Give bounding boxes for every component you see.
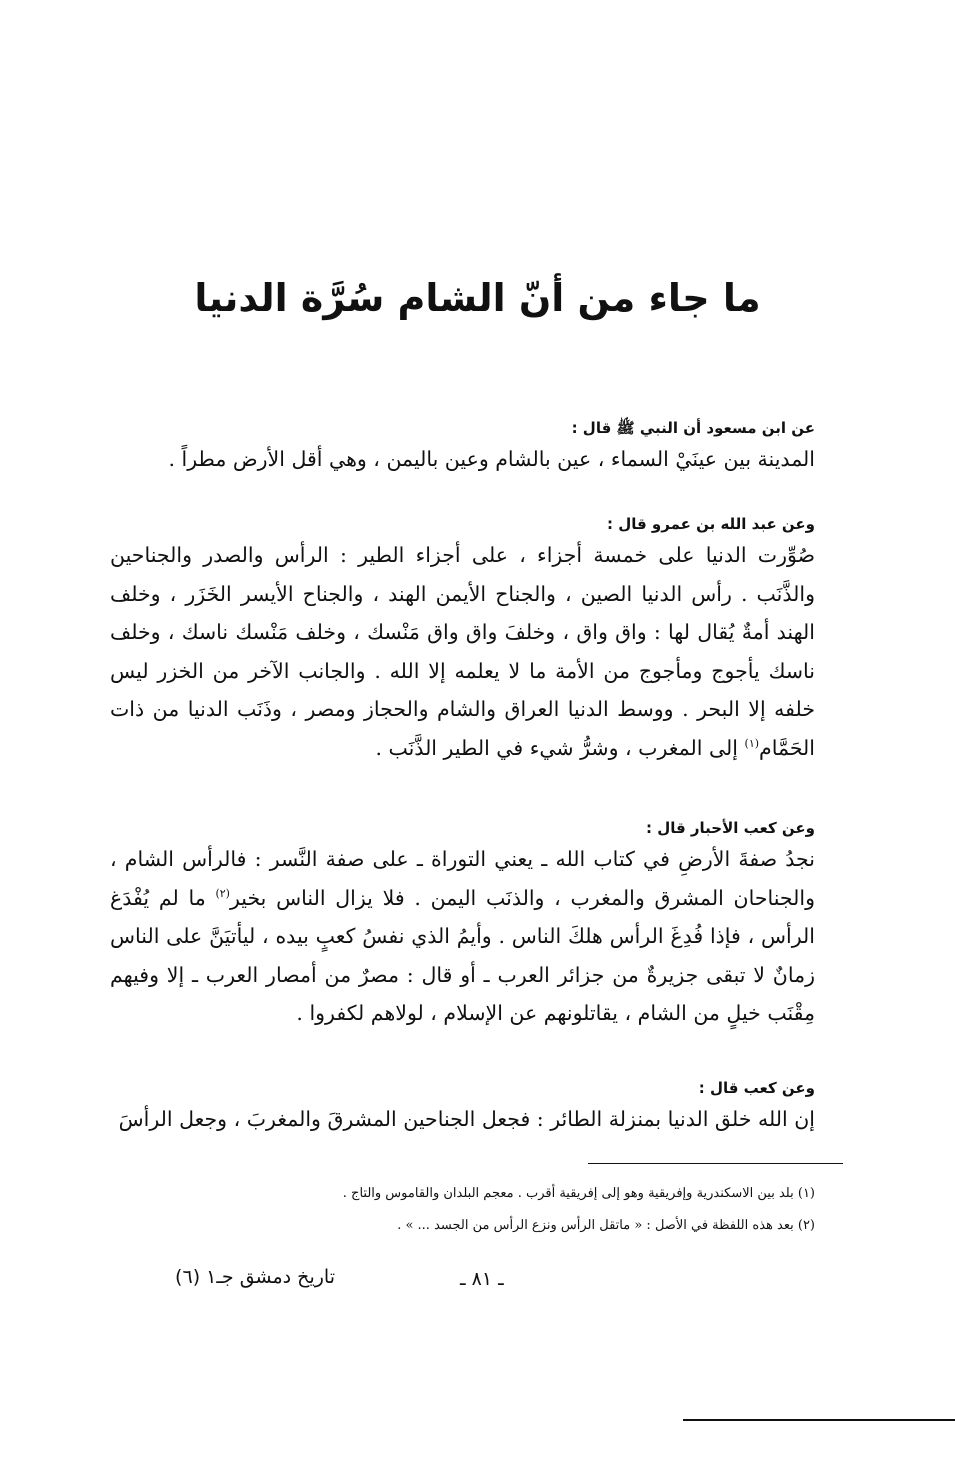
section-intro: وعن كعب الأحبار قال : <box>645 819 815 837</box>
page-number: ـ ٨١ ـ <box>460 1268 504 1290</box>
footnote-ref-2[interactable]: (٢) <box>215 886 230 900</box>
text-part: نجدُ صفةَ الأرضِ في كتاب الله ـ يعني التوراة ـ على صفة النَّسر : فالرأس الشام ، والجناحان المشرق والمغرب ، والذنَب اليمن . فلا يزال الناس بخير <box>110 847 816 910</box>
footnote-ref-1[interactable]: (١) <box>744 736 760 750</box>
footnote-divider <box>588 1163 843 1164</box>
section-text <box>110 840 815 1033</box>
section-intro: وعن عبد الله بن عمرو قال : <box>607 515 815 533</box>
section-ibn-masud <box>110 416 815 479</box>
chapter-title: ما جاء من أنّ الشام سُرَّة الدنيا <box>194 276 761 320</box>
section-intro: عن ابن مسعود أن النبي ﷺ قال : <box>571 419 815 437</box>
text-part: إلى المغرب ، وشرُّ شيء في الطير الذَّنَب . <box>375 735 745 760</box>
text-part: صُوِّرت الدنيا على خمسة أجزاء ، على أجزاء الطير : الرأس والصدر والجناحين والذَّنَب . رأس الدنيا الصين ، والجناح الأيمن الهند ، والجناح الأيسر الخَزَر ، وخلف الهند أمةٌ يُقال لها : واق واق ، وخلفَ واق واق مَنْسك ، وخلف مَنْسك ناسك ، وخلف ناسك يأجوج ومأجوج من الأمة ما لا يعلمه إلا الله . والجانب الآخر من الخزر ليس خلفه إلا البحر . ووسط الدنيا العراق والشام والحجاز ومصر ، وذَنَب الدنيا من ذات الحَمَّام <box>110 543 815 760</box>
section-text: المدينة بين عينَيْ السماء ، عين بالشام وعين باليمن ، وهي أقل الأرض مطراً . <box>168 447 815 471</box>
section-text <box>110 536 815 767</box>
page-footer <box>0 1262 955 1296</box>
section-kaab-al-ahbar <box>110 816 815 1033</box>
footnote-1: (١) بلد بين الاسكندرية وإفريقية وهو إلى إفريقية أقرب . معجم البلدان والقاموس والتاج . <box>342 1186 815 1201</box>
footnote-2: (٢) بعد هذه اللفظة في الأصل : « ماتقل الرأس ونزع الرأس من الجسد ... » . <box>397 1218 815 1233</box>
section-kaab <box>110 1076 815 1139</box>
scan-edge-line <box>683 1419 955 1421</box>
text-part: ما لم يُفْدَغ الرأس ، فإذا فُدِغَ الرأس هلكَ الناس . وأيمُ الذي نفسُ كعبٍ بيده ، ليأتيَنَّ على الناس زمانٌ لا تبقى جزيرةٌ من جزائر العرب ـ أو قال : مصرٌ من أمصار العرب ـ إلا وفيهم مِقْنَب خيلٍ من الشام ، يقاتلونهم عن الإسلام ، لولاهم لكفروا . <box>110 885 815 1025</box>
book-reference: تاريخ دمشق جـ١ (٦) <box>175 1266 335 1288</box>
section-text: إن الله خلق الدنيا بمنزلة الطائر : فجعل الجناحين المشرقَ والمغربَ ، وجعل الرأسَ <box>118 1107 815 1131</box>
section-abdullah-ibn-amr <box>110 512 815 767</box>
section-intro: وعن كعب قال : <box>698 1079 815 1097</box>
